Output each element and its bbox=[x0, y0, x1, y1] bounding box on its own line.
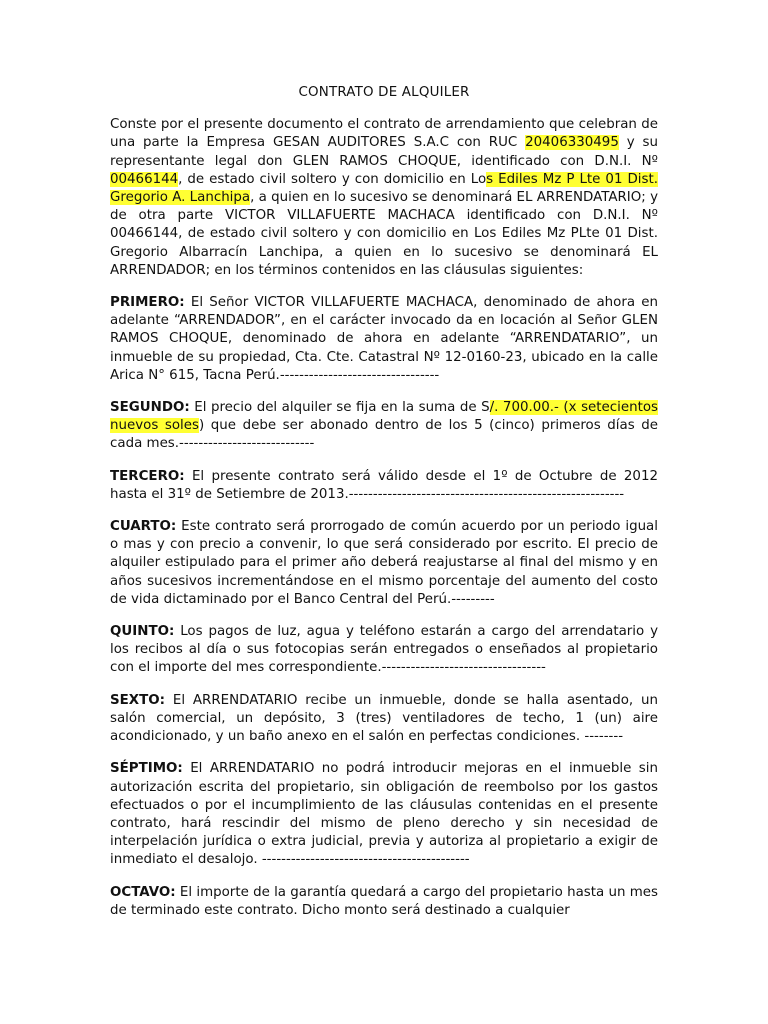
address-highlight: s Ediles Mz P Lte 01 Dist. Gregorio A. Lanchipa bbox=[110, 171, 658, 206]
clause-primero-text: El Señor VICTOR VILLAFUERTE MACHACA, denominado de ahora en adelante “ARRENDADOR”, en el carácter invocado da en locación al Señor GLEN RAMOS CHOQUE, denominado de ahora en adelante “ARRENDATARIO”, un inmueble de su propiedad, Cta. Cte. Catastral Nº 12-0160-23, ubicado en la calle Arica N° 615, Tacna Perú.--------------------------------- bbox=[110, 295, 658, 383]
clause-primero-label: PRIMERO: bbox=[110, 295, 185, 311]
clause-sexto-text: El ARRENDATARIO recibe un inmueble, donde se halla asentado, un salón comercial, un depósito, 3 (tres) ventiladores de techo, 1 (un) aire acondicionado, y un baño anexo en el salón en perfectas condiciones. -------- bbox=[110, 692, 658, 745]
clause-segundo-text-2: ) que debe ser abonado dentro de los 5 (cinco) primeros días de cada mes.---------------------------- bbox=[110, 418, 659, 452]
clause-octavo-text: El importe de la garantía quedará a cargo del propietario hasta un mes de terminado este contrato. Dicho monto será destinado a cualquier bbox=[110, 884, 658, 918]
clause-cuarto bbox=[110, 518, 658, 609]
clause-cuarto-label: CUARTO: bbox=[110, 519, 177, 535]
clause-sexto bbox=[110, 692, 658, 747]
clause-primero bbox=[110, 294, 658, 385]
intro-text-2: y su representante legal don GLEN RAMOS CHOQUE, identificado con D.N.I. Nº bbox=[110, 135, 658, 169]
clause-octavo-label: OCTAVO: bbox=[110, 884, 176, 900]
clause-segundo-text-1: El precio del alquiler se fija en la suma de S bbox=[189, 400, 490, 416]
clause-sexto-label: SEXTO: bbox=[110, 692, 165, 708]
clause-octavo bbox=[110, 884, 658, 920]
clause-quinto-label: QUINTO: bbox=[110, 624, 175, 640]
clause-tercero-label: TERCERO: bbox=[110, 468, 185, 484]
clause-segundo-label: SEGUNDO: bbox=[110, 400, 190, 416]
clause-tercero bbox=[110, 468, 658, 504]
clause-septimo-text: El ARRENDATARIO no podrá introducir mejoras en el inmueble sin autorización escrita del propietario, sin obligación de reembolso por los gastos efectuados o por el incumplimiento de las cláusulas contenidas en el presente contrato, hará rescindir del mismo de pleno derecho y sin necesidad de interpelación jurídica o extra judicial, previa y autoriza al propietario a exigir de inmediato el desalojo. ------------------------------------------- bbox=[110, 761, 658, 868]
clause-septimo bbox=[110, 760, 658, 869]
clause-tercero-text: El presente contrato será válido desde el 1º de Octubre de 2012 hasta el 31º de Setiembre de 2013.--------------------------------------------------------- bbox=[110, 468, 658, 502]
clause-septimo-label: SÉPTIMO: bbox=[110, 761, 183, 777]
document-page bbox=[110, 84, 658, 934]
intro-text-4: , a quien en lo sucesivo se denominará EL ARRENDATARIO; y de otra parte VICTOR VILLAFUERTE MACHACA identificado con D.N.I. Nº 00466144, de estado civil soltero y con domicilio en Los Ediles Mz PLte 01 Dist. Gregorio Albarracín Lanchipa, a quien en lo sucesivo se denominará EL ARRENDADOR; en los términos contenidos en las cláusulas siguientes: bbox=[110, 190, 658, 278]
intro-text-1: Conste por el presente documento el contrato de arrendamiento que celebran de una parte la Empresa GESAN AUDITORES S.A.C con RUC bbox=[110, 117, 658, 151]
intro-paragraph bbox=[110, 116, 658, 280]
price-highlight: /. 700.00.- (x setecientos nuevos soles bbox=[110, 400, 659, 434]
dni-highlight: 00466144 bbox=[110, 171, 179, 187]
clause-quinto bbox=[110, 623, 658, 678]
intro-text-3: , de estado civil soltero y con domicilio en Lo bbox=[178, 171, 487, 187]
clause-cuarto-text: Este contrato será prorrogado de común acuerdo por un periodo igual o mas y con precio a convenir, lo que será considerado por escrito. El precio de alquiler estipulado para el primer año deberá reajustarse al final del mismo y en años sucesivos incrementándose en el mismo porcentaje del aumento del costo de vida dictaminado por el Banco Central del Perú.--------- bbox=[110, 519, 658, 607]
clause-quinto-text: Los pagos de luz, agua y teléfono estarán a cargo del arrendatario y los recibos al día o sus fotocopias serán entregados o enseñados al propietario con el importe del mes correspondiente.---------------------------------- bbox=[110, 624, 658, 676]
ruc-highlight: 20406330495 bbox=[525, 135, 619, 151]
clause-segundo bbox=[110, 399, 658, 454]
document-title: CONTRATO DE ALQUILER bbox=[298, 85, 470, 100]
